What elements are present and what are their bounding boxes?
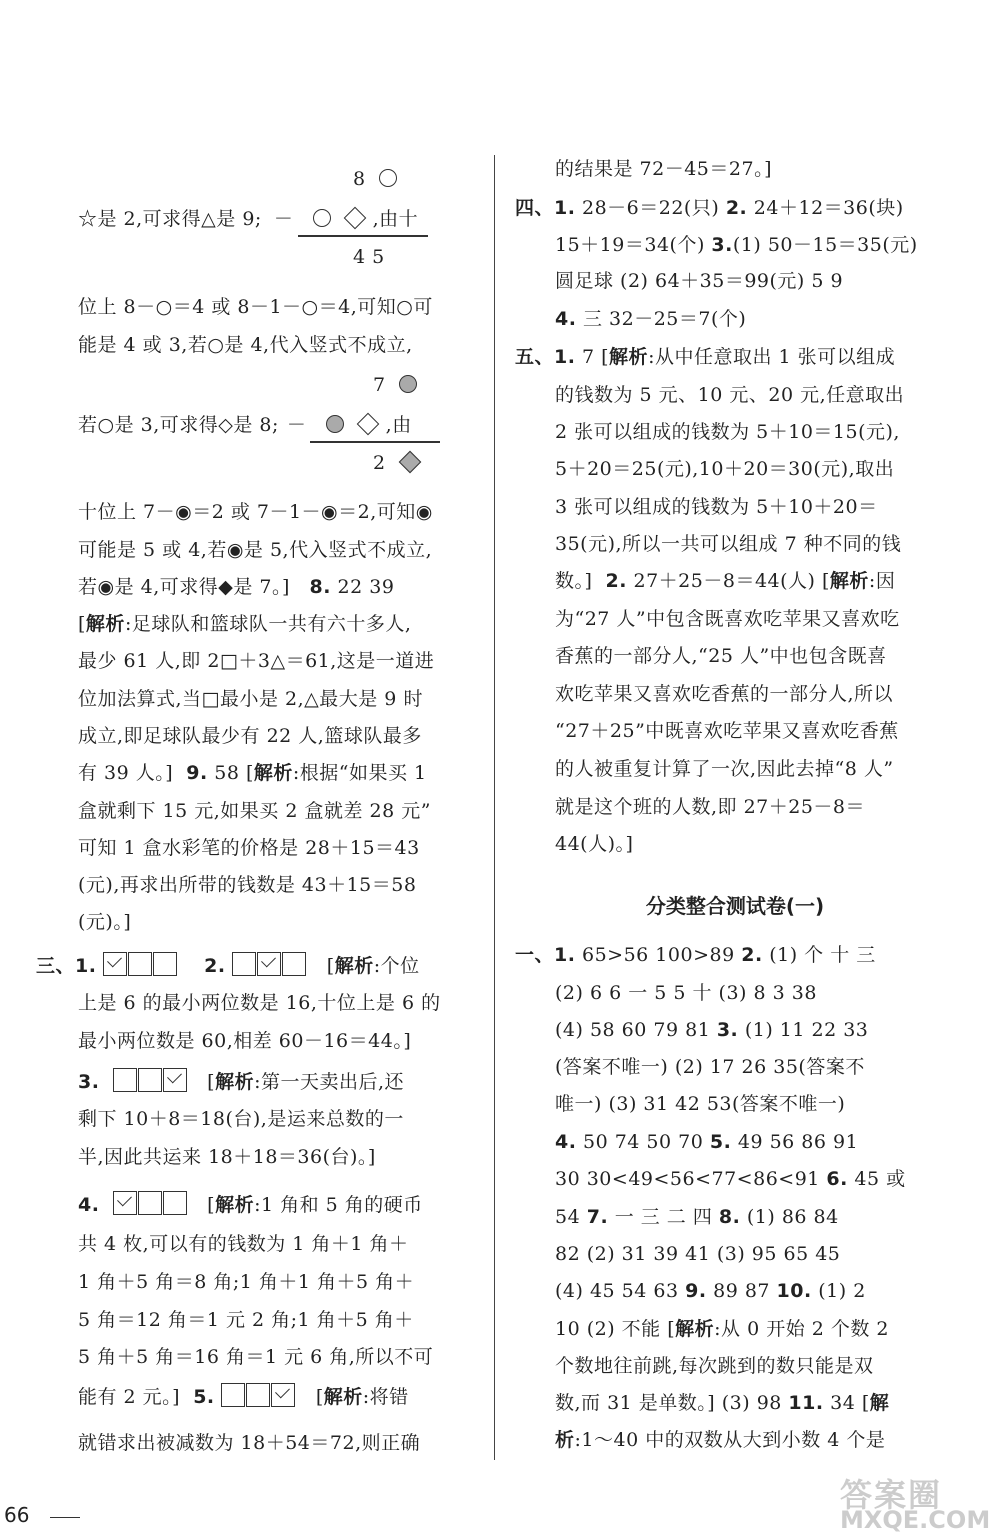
text-line: 可能是 5 或 4,若◉是 5,代入竖式不成立, (78, 539, 433, 561)
text-line (78, 413, 412, 437)
question-number: 5. (709, 1131, 732, 1153)
section-five-line (515, 345, 895, 369)
text: 65>56 100>89 (575, 944, 742, 966)
text: [ (78, 613, 86, 635)
checked-box (163, 1068, 187, 1092)
empty-box (282, 952, 306, 976)
empty-box (163, 1191, 187, 1215)
analysis-label: 解析 (253, 762, 293, 784)
text-line (555, 1317, 889, 1341)
text: 能有 2 元。] (78, 1386, 181, 1408)
text: 数,而 31 是单数。] (3) 98 (555, 1392, 789, 1414)
text-line (555, 1391, 889, 1415)
text: (1) 11 22 33 (738, 1019, 869, 1041)
vertical-calc-1-result: 4 5 (353, 246, 385, 268)
empty-box (153, 952, 177, 976)
analysis-label: 解 (869, 1392, 890, 1414)
text-line: 香蕉的一部分人,“25 人”中也包含既喜 (555, 645, 887, 667)
question-number: 4. (78, 1194, 100, 1216)
analysis-label: 解析 (215, 1194, 255, 1216)
diamond-symbol (357, 413, 380, 436)
question-number: 6. (826, 1168, 848, 1190)
vertical-calc-2-top (373, 373, 417, 397)
checked-box (271, 1383, 295, 1407)
text-line: 最小两位数是 60,相差 60－16＝44。] (78, 1030, 412, 1052)
section-three-line (36, 952, 420, 978)
digit: 2 (373, 452, 386, 474)
text-line (555, 1018, 868, 1042)
text: :1 角和 5 角的硬币 (254, 1194, 423, 1216)
text-line (78, 612, 411, 636)
question-number: 11. (788, 1392, 824, 1414)
text: (4) 45 54 63 (555, 1280, 686, 1302)
watermark-bottom: MXQE.COM (840, 1506, 991, 1534)
checked-box (257, 952, 281, 976)
text: 7 [ (575, 346, 610, 368)
text-line (555, 1279, 866, 1303)
page-number: 66 (4, 1503, 30, 1527)
text-line: 的人被重复计算了一次,因此去掉“8 人” (555, 758, 894, 780)
text: [ (207, 1194, 216, 1216)
text-line: 为“27 人”中包含既喜欢吃苹果又喜欢吃 (555, 608, 900, 630)
digit: 8 (353, 168, 366, 190)
text-line: 82 (2) 31 39 41 (3) 95 65 45 (555, 1243, 841, 1265)
circle-symbol (379, 169, 397, 187)
minus-sign: － (286, 414, 307, 436)
text-line: 可知 1 盒水彩笔的价格是 28＋15＝43 (78, 837, 420, 859)
analysis-label: 解析 (829, 570, 869, 592)
empty-box (246, 1383, 270, 1407)
text-line: 个数地往前跳,每次跳到的数只能是双 (555, 1355, 874, 1377)
text-line (78, 1191, 423, 1217)
calc-rule (298, 235, 428, 237)
text: ,由 (385, 414, 412, 436)
text: :从中任意取出 1 张可以组成 (648, 346, 896, 368)
text-line: 44(人)。] (555, 833, 634, 855)
text: (1) 86 84 (740, 1206, 839, 1228)
text-line (78, 1068, 404, 1094)
section-one-line (515, 943, 876, 967)
text: ,由十 (372, 208, 419, 230)
text-line: 5 角＝12 角＝1 元 2 角;1 角＋5 角＋ (78, 1309, 414, 1331)
section-number: 一、1. (515, 944, 576, 966)
question-number: 7. (586, 1206, 609, 1228)
text: 34 [ (823, 1392, 870, 1414)
analysis-label: 解析 (675, 1318, 715, 1340)
section-number: 五、1. (515, 346, 576, 368)
text: 24＋12＝36(块) (747, 197, 904, 219)
text-line: 盒就剩下 15 元,如果买 2 盒就差 28 元” (78, 800, 431, 822)
text-line: 欢吃苹果又喜欢吃香蕉的一部分人,所以 (555, 683, 894, 705)
text-line: 上是 6 的最小两位数是 16,十位上是 6 的 (78, 992, 441, 1014)
watermark (840, 1470, 991, 1534)
text: 三 32－25＝7(个) (576, 308, 747, 330)
empty-box (128, 952, 152, 976)
filled-diamond-symbol (398, 451, 421, 474)
text: 15＋19＝34(个) (555, 234, 712, 256)
checked-box (103, 952, 127, 976)
text-line (555, 1130, 858, 1154)
text: 54 (555, 1206, 587, 1228)
text: (1) 个 十 三 (762, 944, 876, 966)
text: 若◉是 4,可求得◆是 7。] (78, 576, 290, 598)
text-line: 就是这个班的人数,即 27＋25－8＝ (555, 796, 866, 818)
text-line: 位上 8－○＝4 或 8－1－○＝4,可知○可 (78, 296, 433, 318)
watermark-top: 答案圈 (840, 1476, 943, 1514)
text: 一 三 二 四 (608, 1206, 719, 1228)
text-line: (答案不唯一) (2) 17 26 35(答案不 (555, 1056, 865, 1078)
text-line (555, 1428, 885, 1452)
empty-box (138, 1068, 162, 1092)
text-line (78, 761, 427, 785)
text-line (555, 233, 918, 257)
filled-circle-symbol (399, 375, 417, 393)
text-line: 唯一) (3) 31 42 53(答案不唯一) (555, 1093, 846, 1115)
analysis-label: 解析 (334, 955, 374, 977)
checked-box (113, 1191, 137, 1215)
section-four-line (515, 196, 904, 220)
text-line: 就错求出被减数为 18＋54＝72,则正确 (78, 1432, 421, 1454)
text: 50 74 50 70 (576, 1131, 710, 1153)
question-number: 2. (741, 944, 763, 966)
text: [ (315, 1386, 324, 1408)
question-number: 3. (78, 1071, 100, 1093)
text: :因 (868, 570, 896, 592)
text-line: (元),再求出所带的钱数是 43＋15＝58 (78, 874, 417, 896)
question-number: 4. (555, 1131, 577, 1153)
section-number: 三、1. (36, 955, 97, 977)
text-line: 能是 4 或 3,若○是 4,代入竖式不成立, (78, 334, 413, 356)
text: 45 或 (847, 1168, 906, 1190)
text-line: 共 4 枚,可以有的钱数为 1 角＋1 角＋ (78, 1233, 409, 1255)
text: 22 39 (330, 576, 395, 598)
text-line: 圆足球 (2) 64＋35＝99(元) 5 9 (555, 270, 844, 292)
analysis-label: 解析 (609, 346, 649, 368)
text: 若○是 3,可求得◇是 8; (78, 414, 279, 436)
text-line: 5＋20＝25(元),10＋20＝30(元),取出 (555, 458, 895, 480)
empty-box (232, 952, 256, 976)
text: (1) 50－15＝35(元) (732, 234, 918, 256)
question-number: 5. (193, 1386, 215, 1408)
text-line: (2) 6 6 一 5 5 十 (3) 8 3 38 (555, 982, 817, 1004)
question-number: 2. (204, 955, 226, 977)
text: :从 0 开始 2 个数 2 (714, 1318, 890, 1340)
question-number: 9. (685, 1280, 707, 1302)
question-number: 8. (718, 1206, 741, 1228)
text-line: 2 张可以组成的钱数为 5＋10＝15(元), (555, 421, 900, 443)
question-number: 4. (555, 308, 577, 330)
analysis-label: 解析 (85, 613, 125, 635)
question-number: 3. (711, 234, 733, 256)
text-line: 十位上 7－◉＝2 或 7－1－◉＝2,可知◉ (78, 501, 433, 523)
question-number: 9. (186, 762, 208, 784)
text: 28－6＝22(只) (575, 197, 726, 219)
text-line: 5 角＋5 角＝16 角＝1 元 6 角,所以不可 (78, 1346, 434, 1368)
question-number: 10. (776, 1280, 812, 1302)
filled-circle-symbol (326, 415, 344, 433)
text: 30 30<49<56<77<86<91 (555, 1168, 827, 1190)
analysis-label: 解析 (323, 1386, 363, 1408)
text-line: “27＋25”中既喜欢吃苹果又喜欢吃香蕉 (555, 720, 899, 742)
text: (4) 58 60 79 81 (555, 1019, 717, 1041)
vertical-calc-1-top (353, 167, 397, 191)
question-number: 2. (725, 197, 748, 219)
page-number-rule (50, 1517, 80, 1518)
diamond-symbol (344, 207, 367, 230)
text: [ (207, 1071, 216, 1093)
minus-sign: － (273, 208, 294, 230)
text: 10 (2) 不能 [ (555, 1318, 676, 1340)
vertical-calc-2-result (373, 451, 421, 475)
text: (1) 2 (811, 1280, 866, 1302)
empty-box (221, 1383, 245, 1407)
question-number: 2. (605, 570, 627, 592)
calc-rule (310, 441, 440, 443)
text: 49 56 86 91 (731, 1131, 859, 1153)
text-line: (元)。] (78, 911, 132, 933)
text-line: 1 角＋5 角＝8 角;1 角＋1 角＋5 角＋ (78, 1271, 415, 1293)
text: 27＋25－8＝44(人) [ (626, 570, 830, 592)
text: :个位 (373, 955, 420, 977)
text: :足球队和篮球队一共有六十多人, (124, 613, 412, 635)
analysis-label: 析 (555, 1429, 575, 1451)
text: :1～40 中的双数从大到小数 4 个是 (574, 1429, 886, 1451)
question-number: 8. (309, 576, 331, 598)
text-line: 半,因此共运来 18＋18＝36(台)。] (78, 1146, 376, 1168)
text: 58 [ (207, 762, 254, 784)
blank-header (0, 0, 1000, 140)
text-line: 最少 61 人,即 2□＋3△＝61,这是一道进 (78, 650, 435, 672)
circle-symbol (313, 209, 331, 227)
text: :根据“如果买 1 (292, 762, 427, 784)
text-line: 35(元),所以一共可以组成 7 种不同的钱 (555, 533, 902, 555)
text-line (555, 1167, 906, 1191)
analysis-label: 解析 (215, 1071, 255, 1093)
question-number: 3. (716, 1019, 739, 1041)
text: :将错 (362, 1386, 409, 1408)
text-line: 的钱数为 5 元、10 元、20 元,任意取出 (555, 384, 905, 406)
text: 有 39 人。] (78, 762, 174, 784)
text: 数。] (555, 570, 593, 592)
section-title: 分类整合测试卷(一) (645, 894, 825, 918)
text-line (78, 1383, 409, 1409)
text-line: 成立,即足球队最少有 22 人,篮球队最多 (78, 725, 422, 747)
empty-box (138, 1191, 162, 1215)
text-line: 的结果是 72－45＝27。] (555, 158, 772, 180)
text: [ (326, 955, 335, 977)
text-line (555, 569, 895, 593)
text-line: 3 张可以组成的钱数为 5＋10＋20＝ (555, 496, 878, 518)
empty-box (113, 1068, 137, 1092)
text-line (555, 1205, 839, 1229)
column-divider (494, 155, 495, 1460)
text-line (555, 307, 746, 331)
digit: 7 (373, 374, 386, 396)
text-line: 剩下 10＋8＝18(台),是运来总数的一 (78, 1108, 404, 1130)
text: :第一天卖出后,还 (254, 1071, 405, 1093)
text-line (78, 207, 418, 231)
text: ☆是 2,可求得△是 9; (78, 208, 262, 230)
text-line (78, 575, 394, 599)
section-number: 四、1. (515, 197, 576, 219)
text: 89 87 (706, 1280, 777, 1302)
text-line: 位加法算式,当□最小是 2,△最大是 9 时 (78, 688, 423, 710)
